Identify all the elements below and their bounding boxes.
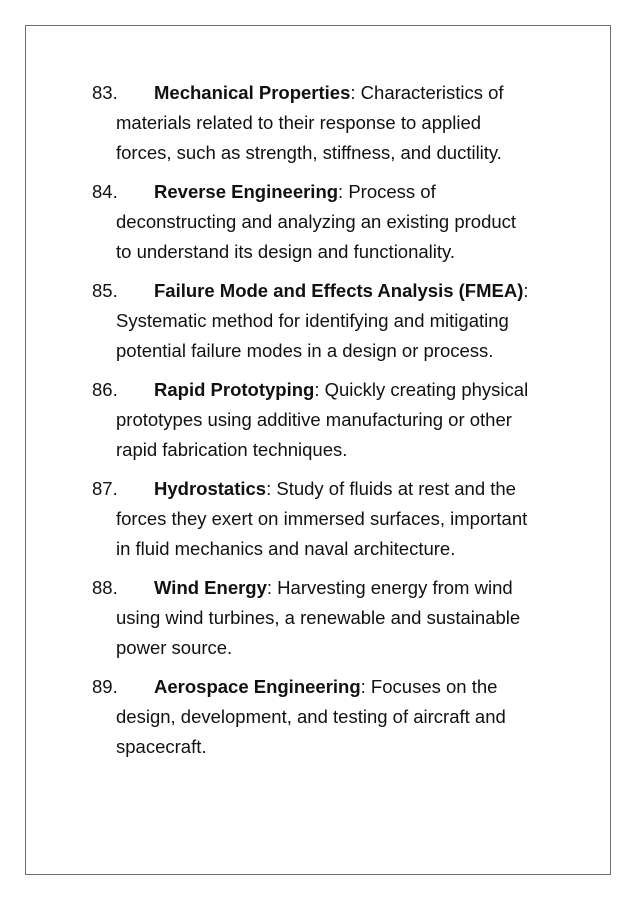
entry-definition xyxy=(92,405,572,465)
entry-definition xyxy=(92,108,572,168)
glossary-entry-88 xyxy=(92,573,572,663)
glossary-entry-87 xyxy=(92,474,572,564)
entry-definition xyxy=(92,207,572,267)
glossary-entry-89 xyxy=(92,672,572,762)
definition-line: potential failure modes in a design or process. xyxy=(116,340,494,361)
entry-number: 89. xyxy=(92,676,118,697)
entry-term: Mechanical Properties xyxy=(154,82,351,103)
entry-first-line xyxy=(92,177,572,207)
entry-term: Reverse Engineering xyxy=(154,181,339,202)
definition-line: deconstructing and analyzing an existing product xyxy=(116,211,517,232)
glossary-entry-86 xyxy=(92,375,572,465)
entry-first-line xyxy=(92,573,572,603)
entry-definition-start: Process of xyxy=(343,181,436,202)
entry-number: 88. xyxy=(92,577,118,598)
entry-colon: : xyxy=(360,676,366,697)
entry-definition xyxy=(92,603,572,663)
entry-definition-start: Study of fluids at rest and the xyxy=(271,478,516,499)
entry-definition xyxy=(92,504,572,564)
entry-colon: : xyxy=(338,181,344,202)
glossary-entry-84 xyxy=(92,177,572,267)
glossary-entry-85 xyxy=(92,276,572,366)
definition-line: to understand its design and functionality. xyxy=(116,241,456,262)
definition-line: Systematic method for identifying and mitigating xyxy=(116,310,509,331)
entry-colon: : xyxy=(266,478,272,499)
definition-line: forces, such as strength, stiffness, and ductility. xyxy=(116,142,502,163)
definition-line: in fluid mechanics and naval architecture. xyxy=(116,538,456,559)
entry-colon: : xyxy=(523,280,529,301)
entry-first-line xyxy=(92,276,572,306)
entry-number: 86. xyxy=(92,379,118,400)
entry-number: 87. xyxy=(92,478,118,499)
entry-colon: : xyxy=(314,379,320,400)
entry-definition-start: Harvesting energy from wind xyxy=(272,577,513,598)
glossary-list xyxy=(92,78,572,771)
definition-line: spacecraft. xyxy=(116,736,207,757)
definition-line: using wind turbines, a renewable and sustainable xyxy=(116,607,521,628)
definition-line: design, development, and testing of aircraft and xyxy=(116,706,506,727)
entry-number: 85. xyxy=(92,280,118,301)
definition-line: rapid fabrication techniques. xyxy=(116,439,348,460)
definition-line: materials related to their response to applied xyxy=(116,112,482,133)
entry-definition-start: Focuses on the xyxy=(365,676,498,697)
entry-definition xyxy=(92,702,572,762)
definition-line: power source. xyxy=(116,637,233,658)
entry-colon: : xyxy=(266,577,273,598)
entry-definition-start: Characteristics of xyxy=(355,82,504,103)
entry-term: Aerospace Engineering xyxy=(154,676,361,697)
entry-number: 83. xyxy=(92,82,118,103)
definition-line: forces they exert on immersed surfaces, important xyxy=(116,508,528,529)
entry-term: Rapid Prototyping xyxy=(154,379,315,400)
glossary-entry-83 xyxy=(92,78,572,168)
entry-number: 84. xyxy=(92,181,118,202)
entry-first-line xyxy=(92,474,572,504)
entry-term: Hydrostatics xyxy=(154,478,267,499)
definition-line: prototypes using additive manufacturing or other xyxy=(116,409,512,430)
entry-term: Wind Energy xyxy=(154,577,267,598)
entry-first-line xyxy=(92,78,572,108)
entry-definition-start: Quickly creating physical xyxy=(319,379,529,400)
entry-definition xyxy=(92,306,572,366)
entry-first-line xyxy=(92,672,572,702)
entry-term: Failure Mode and Effects Analysis (FMEA) xyxy=(154,280,524,301)
entry-colon: : xyxy=(350,82,356,103)
entry-first-line xyxy=(92,375,572,405)
